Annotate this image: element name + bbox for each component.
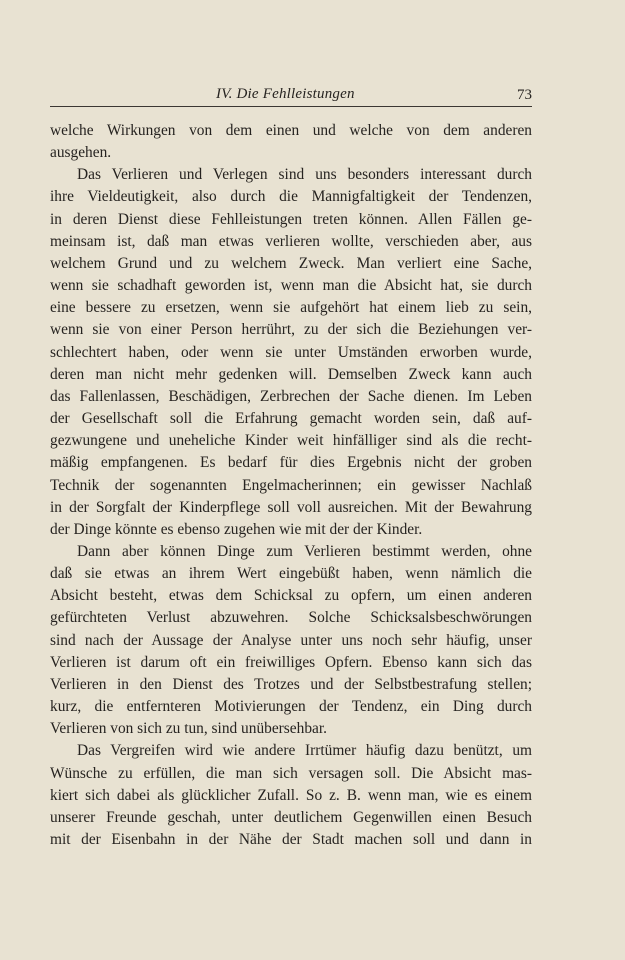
text-line: mit der Eisenbahn in der Nähe der Stadt machen soll und dann in: [50, 831, 532, 848]
text-line: ausgehen.: [50, 144, 112, 162]
text-line: wenn sie von einer Person herrührt, zu der sich die Beziehungen ver-: [50, 321, 532, 339]
page-header: [50, 86, 532, 108]
text-line: welche Wirkungen von dem einen und welche von dem anderen: [50, 122, 532, 139]
text-line: Verlieren von sich zu tun, sind unübersehbar.: [50, 720, 327, 738]
text-line: ihre Vieldeutigkeit, also durch die Mannigfaltigkeit der Tendenzen,: [50, 188, 532, 206]
text-line: Das Verlieren und Verlegen sind uns besonders interessant durch: [77, 166, 532, 184]
text-line: in der Sorgfalt der Kinderpflege soll voll ausreichen. Mit der Bewahrung: [50, 498, 532, 516]
text-line: Technik der sogenannten Engelmacherinnen; ein gewisser Nachlaß: [50, 476, 532, 494]
text-line: Verlieren in den Dienst des Trotzes und der Selbstbestrafung stellen;: [50, 675, 532, 693]
text-line: gefürchteten Verlust abzuwehren. Solche Schicksalsbeschwörungen: [50, 609, 532, 627]
text-line: gezwungene und uneheliche Kinder weit hinfälliger sind als die recht-: [50, 432, 532, 450]
text-line: eine bessere zu ersetzen, wenn sie aufgehört hat einem lieb zu sein,: [50, 299, 532, 317]
text-line: schlechtert haben, oder wenn sie unter Umständen erworben wurde,: [50, 343, 532, 361]
text-line: der Dinge könnte es ebenso zugehen wie mit der der Kinder.: [50, 520, 423, 538]
text-line: Verlieren ist darum oft ein freiwilliges Opfern. Ebenso kann sich das: [50, 653, 532, 671]
text-line: sind nach der Aussage der Analyse unter uns noch sehr häufig, unser: [50, 631, 532, 649]
page-number: 73: [517, 87, 532, 103]
text-line: kiert sich dabei als glücklicher Zufall. So z. B. wenn man, wie es einem: [50, 786, 532, 804]
text-line: wenn sie schadhaft geworden ist, wenn man die Absicht hat, sie durch: [50, 277, 532, 295]
text-line: das Fallenlassen, Beschädigen, Zerbrechen der Sache dienen. Im Leben: [50, 387, 532, 405]
text-line: daß sie etwas an ihrem Wert eingebüßt haben, wenn nämlich die: [50, 565, 532, 583]
text-line: der Gesellschaft soll die Erfahrung gemacht worden sein, daß auf-: [50, 410, 532, 428]
running-head: IV. Die Fehlleistungen: [216, 86, 355, 102]
text-line: deren man nicht mehr gedenken will. Demselben Zweck kann auch: [50, 365, 532, 383]
text-line: in deren Dienst diese Fehlleistungen treten können. Allen Fällen ge-: [50, 210, 532, 228]
text-line: unserer Freunde geschah, unter deutlichem Gegenwillen einen Besuch: [50, 808, 532, 826]
header-rule: [50, 106, 532, 107]
text-line: meinsam ist, daß man etwas verlieren wollte, verschieden aber, aus: [50, 232, 532, 250]
text-line: Das Vergreifen wird wie andere Irrtümer häufig dazu benützt, um: [77, 742, 532, 760]
text-line: mäßig empfangenen. Es bedarf für dies Ergebnis nicht der groben: [50, 454, 532, 472]
text-line: Dann aber können Dinge zum Verlieren bestimmt werden, ohne: [77, 542, 532, 560]
body-text: [50, 120, 532, 851]
text-line: Wünsche zu erfüllen, die man sich versagen soll. Die Absicht mas-: [50, 764, 532, 782]
text-line: welchem Grund und zu welchem Zweck. Man verliert eine Sache,: [50, 254, 532, 272]
text-line: kurz, die entfernteren Motivierungen der Tendenz, ein Ding durch: [50, 698, 532, 716]
text-line: Absicht besteht, etwas dem Schicksal zu opfern, um einen anderen: [50, 587, 532, 605]
